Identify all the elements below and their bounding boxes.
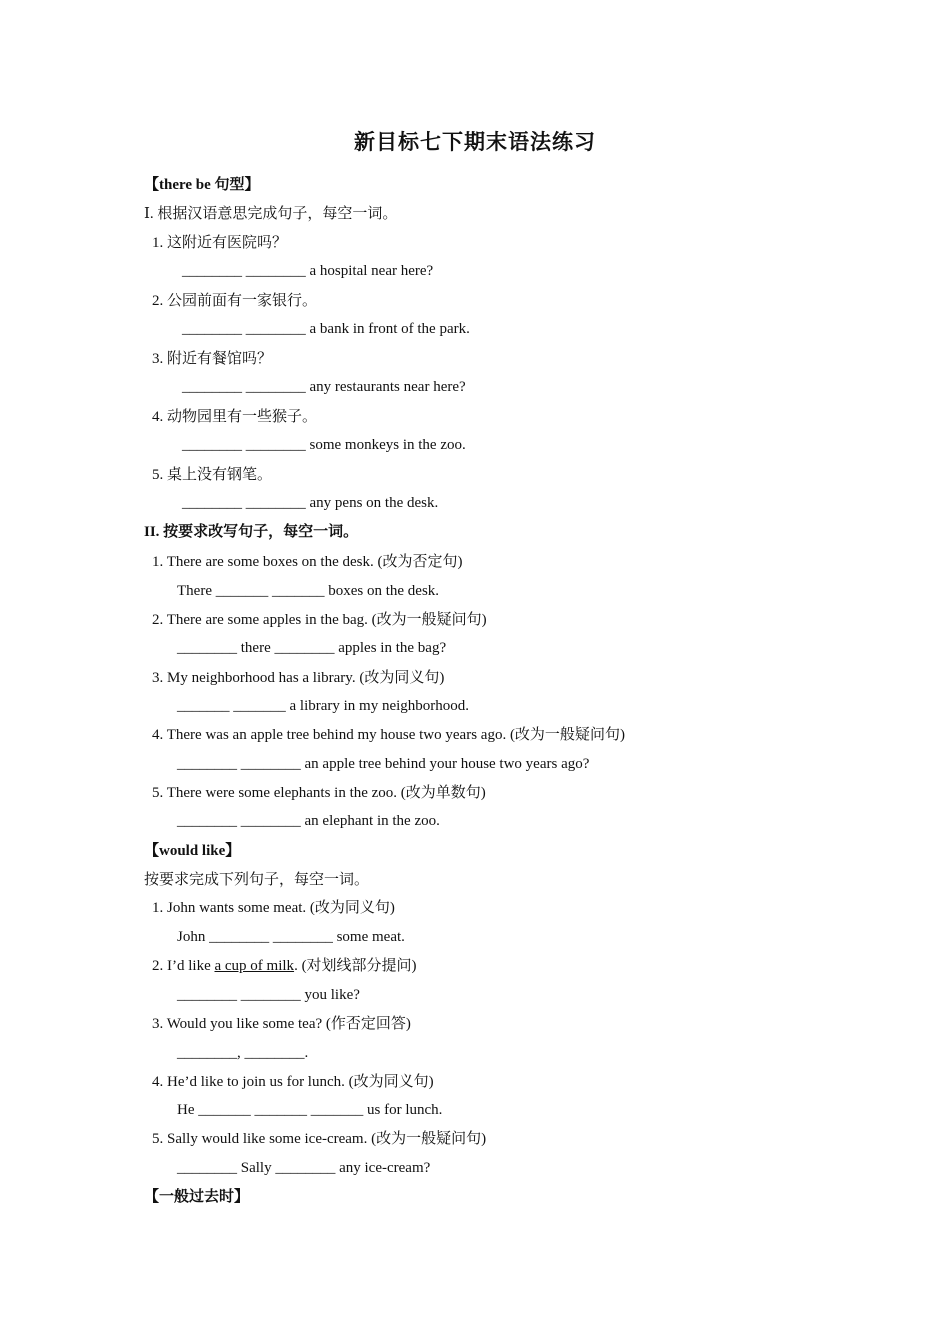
question: 3. 附近有餐馆吗？ bbox=[152, 351, 273, 367]
answer-line: John ________ ________ some meat. bbox=[177, 929, 405, 945]
answer-line: ________ Sally ________ any ice-cream? bbox=[177, 1160, 431, 1176]
question: 4. There was an apple tree behind my house two years ago. (改为一般疑问句) bbox=[152, 727, 625, 743]
question bbox=[152, 957, 417, 975]
question: 5. There were some elephants in the zoo. (改为单数句) bbox=[152, 785, 486, 801]
question: 3. Would you like some tea? (作否定回答) bbox=[152, 1016, 411, 1032]
answer-line: ________ there ________ apples in the bag? bbox=[177, 640, 447, 656]
answer-line: _______ _______ a library in my neighborhood. bbox=[177, 698, 470, 714]
question-text: . (对划线部分提问) bbox=[294, 958, 417, 974]
section-heading-there-be: 【there be 句型】 bbox=[144, 177, 260, 193]
question-text: 2. I’d like bbox=[152, 958, 215, 974]
answer-line: ________, ________. bbox=[177, 1045, 309, 1061]
answer-line: ________ ________ a bank in front of the park. bbox=[182, 321, 470, 337]
answer-line: ________ ________ some monkeys in the zoo. bbox=[182, 437, 466, 453]
answer-line: ________ ________ an apple tree behind your house two years ago? bbox=[177, 756, 590, 772]
question: 4. He’d like to join us for lunch. (改为同义句) bbox=[152, 1074, 434, 1090]
part2-heading: II. 按要求改写句子，每空一词。 bbox=[144, 524, 359, 540]
answer-line: ________ ________ any restaurants near here? bbox=[182, 379, 466, 395]
answer-line: ________ ________ a hospital near here? bbox=[182, 263, 434, 279]
answer-line: He _______ _______ _______ us for lunch. bbox=[177, 1102, 443, 1118]
answer-line: ________ ________ any pens on the desk. bbox=[182, 495, 439, 511]
underlined-phrase: a cup of milk bbox=[214, 958, 295, 974]
question: 5. Sally would like some ice-cream. (改为一般疑问句) bbox=[152, 1131, 487, 1147]
section-heading-past-tense: 【一般过去时】 bbox=[144, 1189, 250, 1205]
question: 1. John wants some meat. (改为同义句) bbox=[152, 900, 395, 916]
page-title: 新目标七下期末语法练习 bbox=[354, 130, 596, 154]
question: 1. 这附近有医院吗？ bbox=[152, 235, 288, 251]
question: 5. 桌上没有钢笔。 bbox=[152, 467, 273, 483]
question: 3. My neighborhood has a library. (改为同义句) bbox=[152, 670, 445, 686]
answer-line: ________ ________ an elephant in the zoo. bbox=[177, 813, 440, 829]
instruction: 按要求完成下列句子，每空一词。 bbox=[144, 872, 370, 888]
question: 4. 动物园里有一些猴子。 bbox=[152, 409, 318, 425]
question: 2. There are some apples in the bag. (改为一般疑问句) bbox=[152, 612, 487, 628]
answer-line: ________ ________ you like? bbox=[177, 987, 360, 1003]
question: 2. 公园前面有一家银行。 bbox=[152, 293, 318, 309]
answer-line: There _______ _______ boxes on the desk. bbox=[177, 583, 440, 599]
part1-heading: Ⅰ. 根据汉语意思完成句子，每空一词。 bbox=[144, 206, 398, 222]
section-heading-would-like: 【would like】 bbox=[144, 843, 241, 859]
question: 1. There are some boxes on the desk. (改为否定句) bbox=[152, 554, 463, 570]
